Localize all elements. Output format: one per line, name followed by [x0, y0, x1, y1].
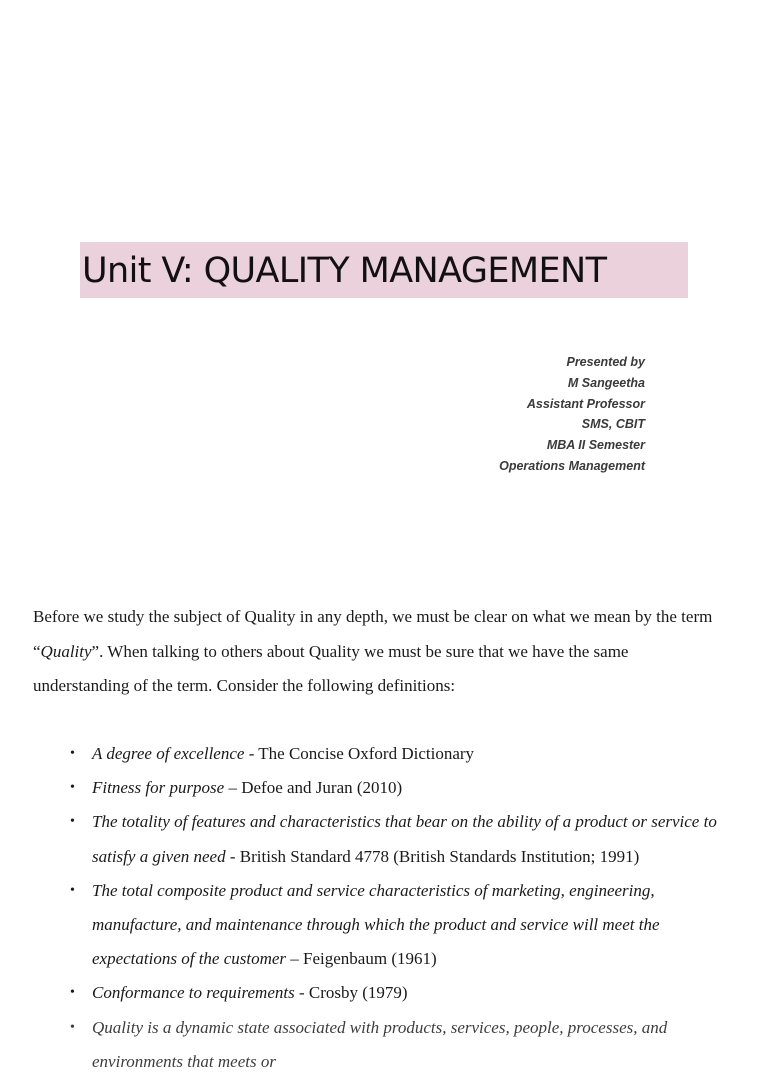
definition-item [70, 805, 720, 873]
definition-source: - Crosby (1979) [294, 983, 408, 1003]
definitions-list [70, 737, 720, 1079]
definition-item [70, 874, 720, 977]
definition-source: - British Standard 4778 (British Standards Institution; 1991) [225, 846, 640, 866]
bullet-icon: • [70, 780, 75, 796]
intro-quoted-term: Quality [40, 641, 92, 661]
intro-text-2: . When talking to others about Quality we must be sure that we have the same understanding of the term. Consider the following definitions: [33, 641, 629, 695]
bullet-icon: • [70, 985, 75, 1001]
presenter-line-course: Operations Management [499, 458, 645, 473]
definition-term: Conformance to requirements [92, 983, 295, 1003]
definition-item-partial [70, 1011, 720, 1079]
definition-source: – Defoe and Juran (2010) [224, 778, 403, 798]
bullet-icon: • [70, 1019, 75, 1035]
definition-source: - The Concise Oxford Dictionary [244, 744, 475, 763]
definition-term: The total composite product and service characteristics of marketing, engineering, manufacture, and maintenance through which the product and service will meet the expectations of the customer [92, 880, 660, 969]
bullet-icon: • [70, 814, 75, 830]
definition-term: A degree of excellence [92, 744, 245, 763]
presenter-info [499, 352, 645, 477]
definition-term: Quality is a dynamic state associated with products, services, people, processes, and environments that meets or [92, 1017, 668, 1071]
bullet-icon: • [70, 882, 75, 898]
slide-title: Unit V: QUALITY MANAGEMENT [82, 251, 607, 291]
presenter-line-name: M Sangeetha [567, 375, 645, 390]
bullet-icon: • [70, 746, 75, 761]
definition-source: – Feigenbaum (1961) [286, 949, 437, 969]
definition-item [70, 976, 720, 1010]
definition-term: The totality of features and characteristics that bear on the ability of a product or service to satisfy a given need [92, 812, 717, 866]
definition-term: Fitness for purpose [92, 778, 225, 798]
presenter-line-designation: Assistant Professor [526, 396, 645, 411]
definition-item [70, 737, 720, 771]
presenter-line-presented-by: Presented by [566, 355, 645, 369]
definition-item [70, 771, 720, 805]
intro-text-1: Before we study the subject of Quality in any depth, we must be clear on what we mean by the term [33, 607, 713, 626]
intro-paragraph [33, 600, 723, 704]
presenter-line-semester: MBA II Semester [546, 438, 645, 453]
presenter-line-institution: SMS, CBIT [581, 417, 645, 432]
